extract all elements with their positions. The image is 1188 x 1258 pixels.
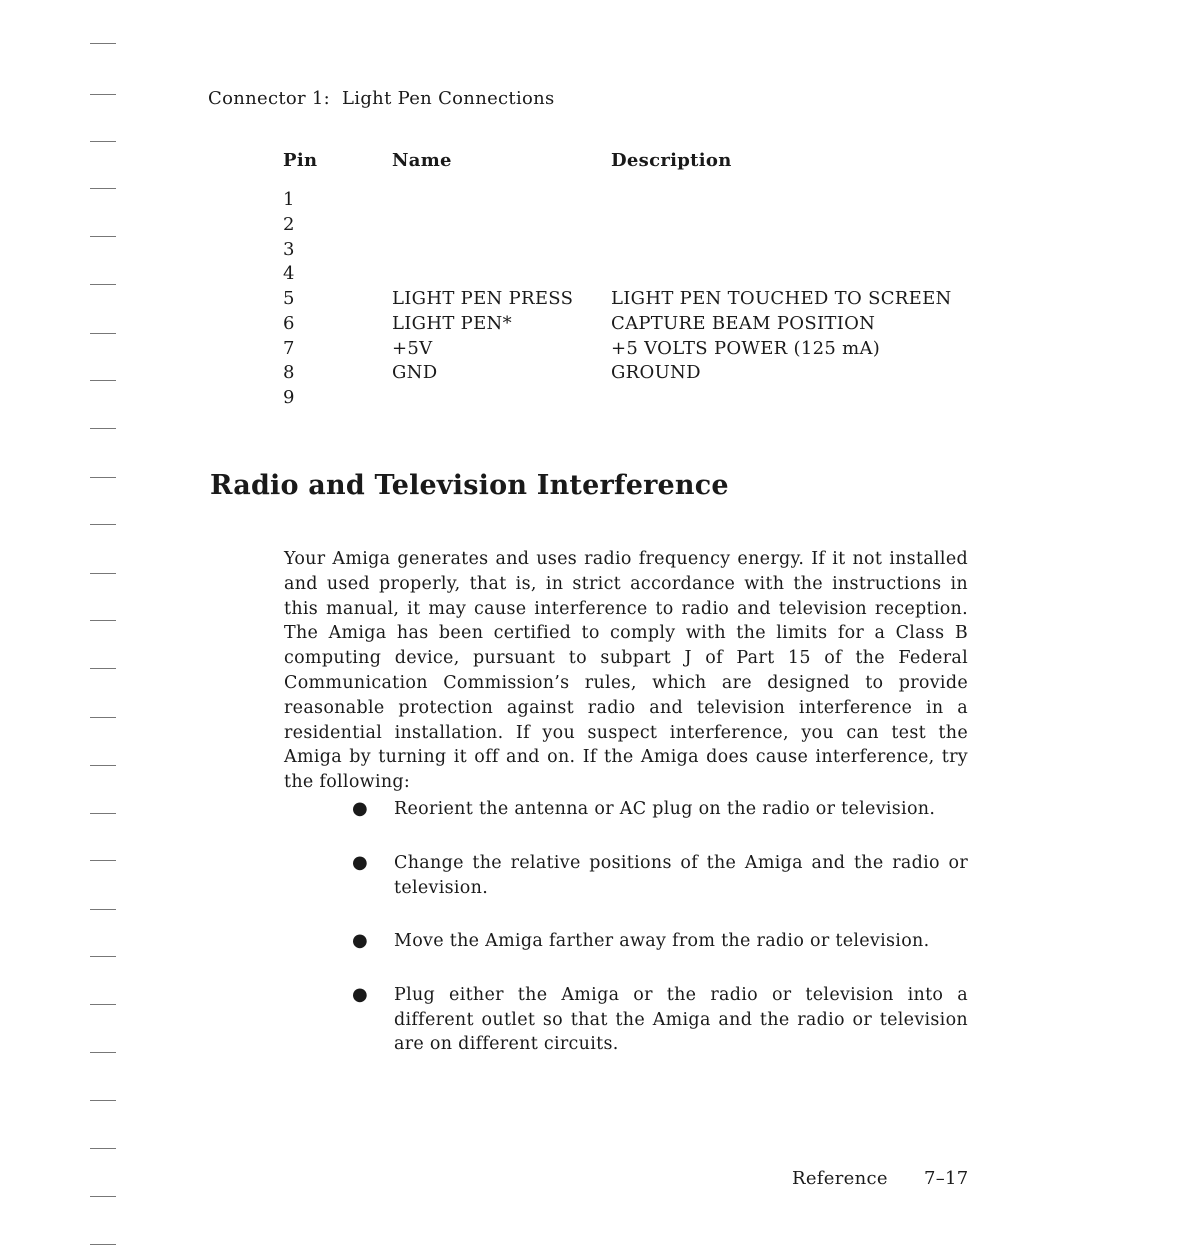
table-row bbox=[283, 213, 981, 238]
binding-mark bbox=[90, 94, 116, 95]
binding-hole-marks bbox=[90, 0, 120, 1258]
binding-mark bbox=[90, 43, 116, 44]
table-row bbox=[283, 337, 981, 362]
list-item bbox=[352, 797, 968, 822]
binding-mark bbox=[90, 860, 116, 861]
binding-mark bbox=[90, 1244, 116, 1245]
pin-name: LIGHT PEN* bbox=[392, 312, 512, 334]
header-name: Name bbox=[392, 150, 452, 171]
bullet-text: Move the Amiga farther away from the radio or television. bbox=[394, 931, 930, 951]
bullet-icon: ● bbox=[352, 798, 369, 819]
binding-mark bbox=[90, 717, 116, 718]
pin-name bbox=[392, 238, 611, 263]
binding-mark bbox=[90, 524, 116, 525]
pin-name bbox=[392, 213, 611, 238]
connector-label: Connector 1: bbox=[208, 88, 331, 109]
pin-name: LIGHT PEN PRESS bbox=[392, 288, 574, 309]
pin-number: 7 bbox=[283, 337, 295, 359]
pin-description bbox=[611, 262, 981, 287]
pin-description: LIGHT PEN TOUCHED TO SCREEN bbox=[611, 288, 952, 309]
pin-description bbox=[611, 238, 981, 263]
page-number: 7–17 bbox=[924, 1168, 969, 1189]
pin-number: 4 bbox=[283, 263, 295, 285]
pin-name: GND bbox=[392, 362, 438, 384]
table-row bbox=[283, 262, 981, 287]
binding-mark bbox=[90, 909, 116, 910]
pin-number: 9 bbox=[283, 387, 295, 408]
bullet-icon: ● bbox=[352, 984, 369, 1005]
pin-description: +5 VOLTS POWER (125 mA) bbox=[611, 337, 881, 359]
binding-mark bbox=[90, 477, 116, 478]
binding-mark bbox=[90, 573, 116, 574]
table-row bbox=[283, 386, 981, 411]
binding-mark bbox=[90, 428, 116, 429]
pin-table-header bbox=[283, 148, 981, 188]
list-item bbox=[352, 851, 968, 900]
pin-number: 6 bbox=[283, 312, 295, 334]
body-paragraph: Your Amiga generates and uses radio frequency energy. If it not installed and used properly, that is, in strict accordance with the instructions in this manual, it may cause interference to radio and television reception. The Amiga has been certified to comply with the limits for a Class B computing device, pursuant to subpart J of Part 15 of the Federal Communication Commission’s rules, which are designed to provide reasonable protection against radio and television interference in a residential installation. If you suspect interference, you can test the Amiga by turning it off and on. If the Amiga does cause interference, try the following: bbox=[284, 549, 968, 793]
binding-mark bbox=[90, 333, 116, 334]
header-pin: Pin bbox=[283, 150, 318, 171]
table-row bbox=[283, 287, 981, 312]
pin-name bbox=[392, 262, 611, 287]
binding-mark bbox=[90, 1004, 116, 1005]
footer-section-label: Reference bbox=[792, 1168, 888, 1189]
connector-title: Light Pen Connections bbox=[342, 88, 555, 109]
pin-description: CAPTURE BEAM POSITION bbox=[611, 312, 876, 334]
bullet-icon: ● bbox=[352, 930, 369, 951]
pin-table bbox=[283, 148, 981, 411]
list-item bbox=[352, 983, 968, 1057]
bullet-text: Change the relative positions of the Amiga and the radio or television. bbox=[394, 853, 968, 898]
pin-description: GROUND bbox=[611, 362, 701, 384]
binding-mark bbox=[90, 236, 116, 237]
binding-mark bbox=[90, 380, 116, 381]
binding-mark bbox=[90, 1196, 116, 1197]
binding-mark bbox=[90, 141, 116, 142]
connector-caption bbox=[208, 88, 555, 109]
pin-name: +5V bbox=[392, 337, 433, 359]
pin-number: 5 bbox=[283, 288, 295, 309]
pin-name bbox=[392, 188, 611, 213]
pin-name bbox=[392, 386, 611, 411]
bullet-icon: ● bbox=[352, 852, 369, 873]
table-row bbox=[283, 312, 981, 337]
binding-mark bbox=[90, 956, 116, 957]
table-row bbox=[283, 238, 981, 263]
section-heading: Radio and Television Interference bbox=[210, 470, 729, 501]
pin-number: 2 bbox=[283, 213, 295, 235]
pin-description bbox=[611, 213, 981, 238]
table-row bbox=[283, 188, 981, 213]
list-item bbox=[352, 929, 968, 954]
binding-mark bbox=[90, 765, 116, 766]
pin-description bbox=[611, 188, 981, 213]
pin-number: 3 bbox=[283, 238, 295, 260]
binding-mark bbox=[90, 1148, 116, 1149]
binding-mark bbox=[90, 1052, 116, 1053]
binding-mark bbox=[90, 1100, 116, 1101]
table-row bbox=[283, 361, 981, 386]
binding-mark bbox=[90, 188, 116, 189]
binding-mark bbox=[90, 284, 116, 285]
pin-number: 8 bbox=[283, 362, 295, 384]
pin-number: 1 bbox=[283, 189, 295, 210]
binding-mark bbox=[90, 813, 116, 814]
bullet-text: Plug either the Amiga or the radio or television into a different outlet so that the Amiga and the radio or television are on different circuits. bbox=[394, 985, 968, 1054]
binding-mark bbox=[90, 620, 116, 621]
binding-mark bbox=[90, 668, 116, 669]
header-description: Description bbox=[611, 150, 732, 171]
bullet-text: Reorient the antenna or AC plug on the radio or television. bbox=[394, 799, 936, 819]
pin-description bbox=[611, 386, 981, 411]
